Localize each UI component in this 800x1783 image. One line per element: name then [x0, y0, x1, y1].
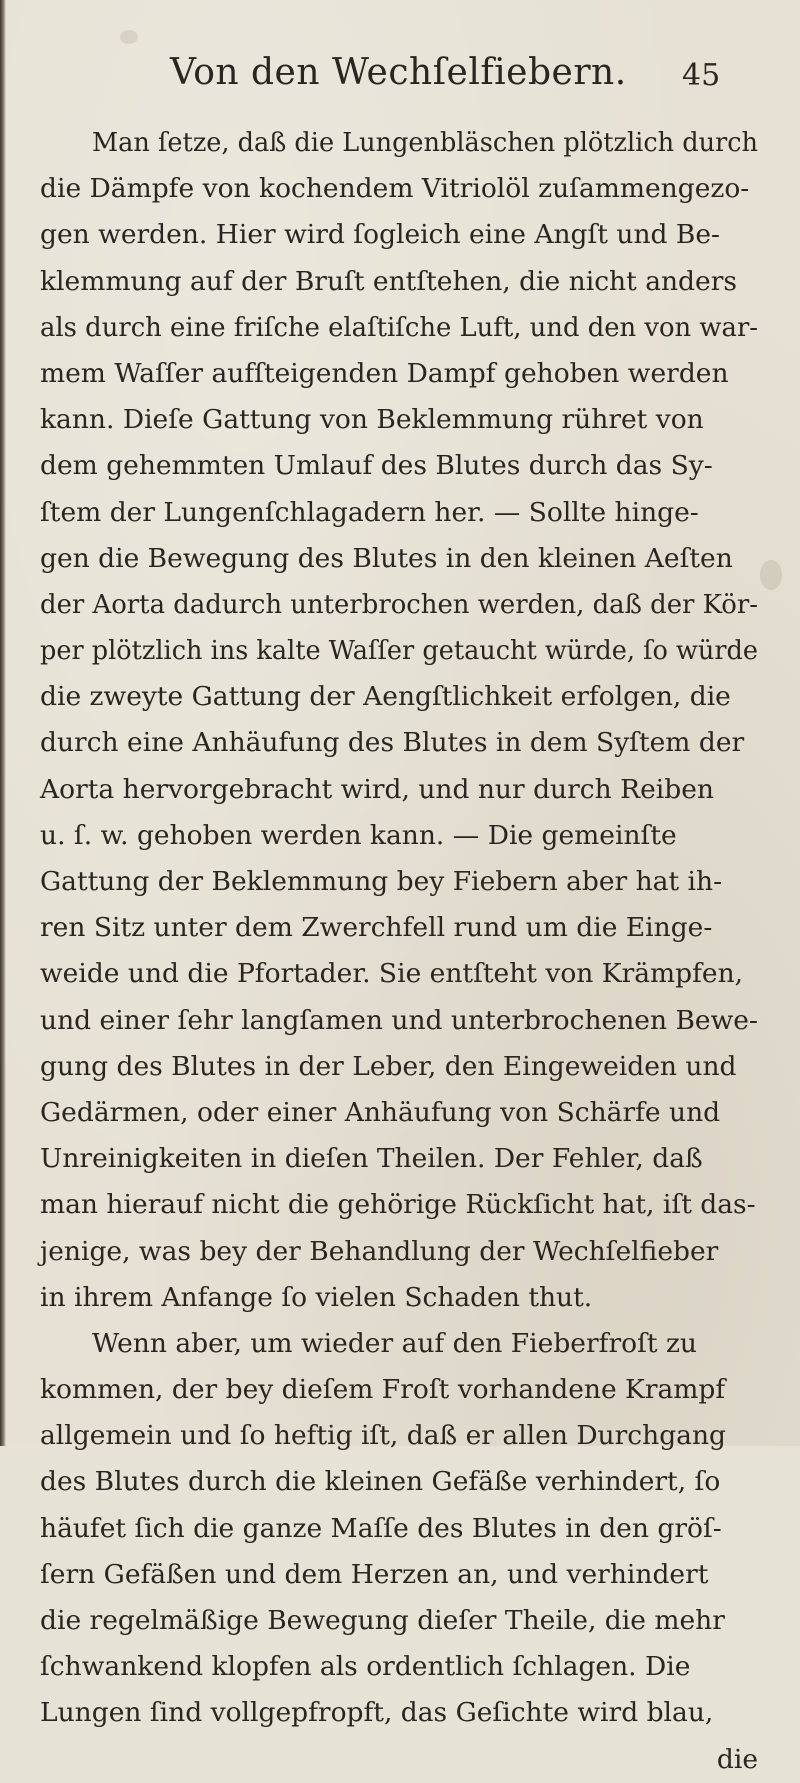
text-line: die zweyte Gattung der Aengſtlichkeit erfolgen, die [40, 681, 731, 713]
body-text [40, 120, 760, 1783]
paper-stain [120, 30, 138, 44]
text-line: häufet ſich die ganze Maſſe des Blutes in den gröſ- [40, 1512, 722, 1544]
catchword: die [716, 1743, 758, 1775]
text-line: Aorta hervorgebracht wird, und nur durch Reiben [40, 773, 714, 805]
text-line: die Dämpfe von kochendem Vitriolöl zuſammengezo- [40, 173, 750, 205]
text-line: ſtem der Lungenſchlagadern her. — Sollte hinge- [40, 496, 699, 528]
text-line: kommen, der bey dieſem Froſt vorhandene Krampf [40, 1374, 726, 1406]
text-line: mem Waſſer aufſteigenden Dampf gehoben werden [40, 357, 729, 389]
text-line: Gedärmen, oder einer Anhäufung von Schärfe und [40, 1096, 721, 1128]
text-line: in ihrem Anfange ſo vielen Schaden thut. [40, 1281, 593, 1313]
text-line: allgemein und ſo heftig iſt, daß er allen Durchgang [40, 1420, 726, 1452]
page-header [0, 48, 800, 108]
paper-stain [760, 560, 782, 590]
text-line: als durch eine friſche elaſtiſche Luft, und den von war- [40, 311, 759, 343]
text-line: weide und die Pfortader. Sie entſteht von Krämpfen, [40, 958, 744, 990]
text-line: des Blutes durch die kleinen Gefäße verhindert, ſo [40, 1466, 721, 1498]
text-line: klemmung auf der Bruſt entſtehen, die nicht anders [40, 265, 737, 297]
text-line: kann. Dieſe Gattung von Beklemmung rühret von [40, 404, 704, 436]
text-line: Lungen ſind vollgepfropft, das Geſichte wird blau, [40, 1697, 714, 1729]
text-line: durch eine Anhäufung des Blutes in dem Syſtem der [40, 727, 745, 759]
page-number: 45 [682, 58, 721, 93]
text-line: ſern Gefäßen und dem Herzen an, und verhindert [40, 1558, 709, 1590]
text-line: dem gehemmten Umlauf des Blutes durch das Sy- [40, 450, 713, 482]
text-line: die regelmäßige Bewegung dieſer Theile, die mehr [40, 1605, 725, 1636]
running-title: Von den Wechſelfiebern. [170, 52, 627, 93]
text-line: Unreinigkeiten in dieſen Theilen. Der Fehler, daß [40, 1143, 703, 1175]
text-line: ſchwankend klopfen als ordentlich ſchlagen. Die [40, 1651, 691, 1683]
text-line: per plötzlich ins kalte Waſſer getaucht würde, ſo würde [40, 635, 758, 667]
text-line: Wenn aber, um wieder auf den Fieberfroſt zu [92, 1327, 697, 1359]
text-line: man hierauf nicht die gehörige Rückſicht hat, iſt das- [40, 1189, 756, 1221]
text-line: der Aorta dadurch unterbrochen werden, daß der Kör- [40, 588, 759, 620]
text-line: Man ſetze, daß die Lungenbläschen plötzlich durch [92, 127, 759, 158]
text-line: u. ſ. w. gehoben werden kann. — Die gemeinſte [40, 819, 677, 851]
text-line: gen werden. Hier wird ſogleich eine Angſt und Be- [40, 219, 721, 251]
text-line: gung des Blutes in der Leber, den Eingeweiden und [40, 1050, 737, 1082]
page-binding-edge [0, 0, 6, 1446]
text-line: Gattung der Beklemmung bey Fiebern aber hat ih- [40, 866, 723, 897]
text-line: gen die Bewegung des Blutes in den kleinen Aeſten [40, 542, 733, 574]
text-line: und einer ſehr langſamen und unterbrochenen Bewe- [40, 1004, 758, 1036]
text-line: jenige, was bey der Behandlung der Wechſelfieber [40, 1235, 719, 1267]
text-line: ren Sitz unter dem Zwerchfell rund um die Einge- [40, 912, 713, 944]
